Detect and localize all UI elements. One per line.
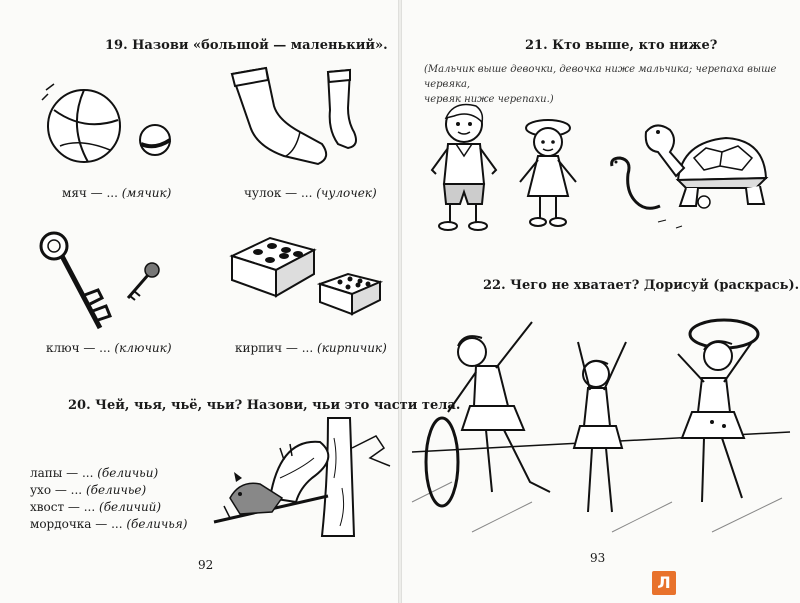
body-part-line: мордочка — ... (беличья) (30, 517, 188, 531)
page-number-left: 92 (198, 558, 214, 572)
squirrel-on-tree-illustration (210, 418, 395, 536)
boy-illustration (426, 100, 502, 232)
big-key-illustration (38, 230, 116, 340)
exercise-22-title: 22. Чего не хватает? Дорисуй (раскрась). (483, 278, 800, 293)
exercise-20-title: 20. Чей, чья, чьё, чьи? Назови, чьи это части тела. (68, 398, 461, 413)
small-key-illustration (122, 260, 162, 304)
body-part-line: ухо — ... (беличье) (30, 483, 147, 497)
pair-sock: чулок — ... (чулочек) (244, 186, 377, 200)
pair-key: ключ — ... (ключик) (46, 341, 172, 355)
big-brick-illustration (228, 234, 318, 300)
gymnasts-coloring-illustration (412, 302, 790, 542)
small-brick-illustration (318, 270, 384, 316)
body-part-line: лапы — ... (беличьи) (30, 466, 159, 480)
body-part-line: хвост — ... (беличий) (30, 500, 162, 514)
exercise-21-answer-note: (Мальчик выше девочки, девочка ниже мальчика; черепаха выше червяка, червяк ниже черепахи.) (424, 64, 777, 105)
small-ball-illustration (137, 120, 173, 160)
girl-illustration (512, 118, 586, 230)
big-ball-illustration (40, 80, 122, 168)
publisher-logo: Л (652, 571, 676, 595)
page-number-right: 93 (590, 551, 606, 565)
pair-brick: кирпич — ... (кирпичик) (235, 341, 387, 355)
big-sock-illustration (226, 66, 331, 168)
small-sock-illustration (322, 68, 362, 154)
turtle-and-worm-illustration (606, 118, 776, 236)
exercise-21-title: 21. Кто выше, кто ниже? (525, 38, 718, 53)
exercise-19-title: 19. Назови «большой — маленький». (105, 38, 388, 53)
pair-ball: мяч — ... (мячик) (62, 186, 172, 200)
